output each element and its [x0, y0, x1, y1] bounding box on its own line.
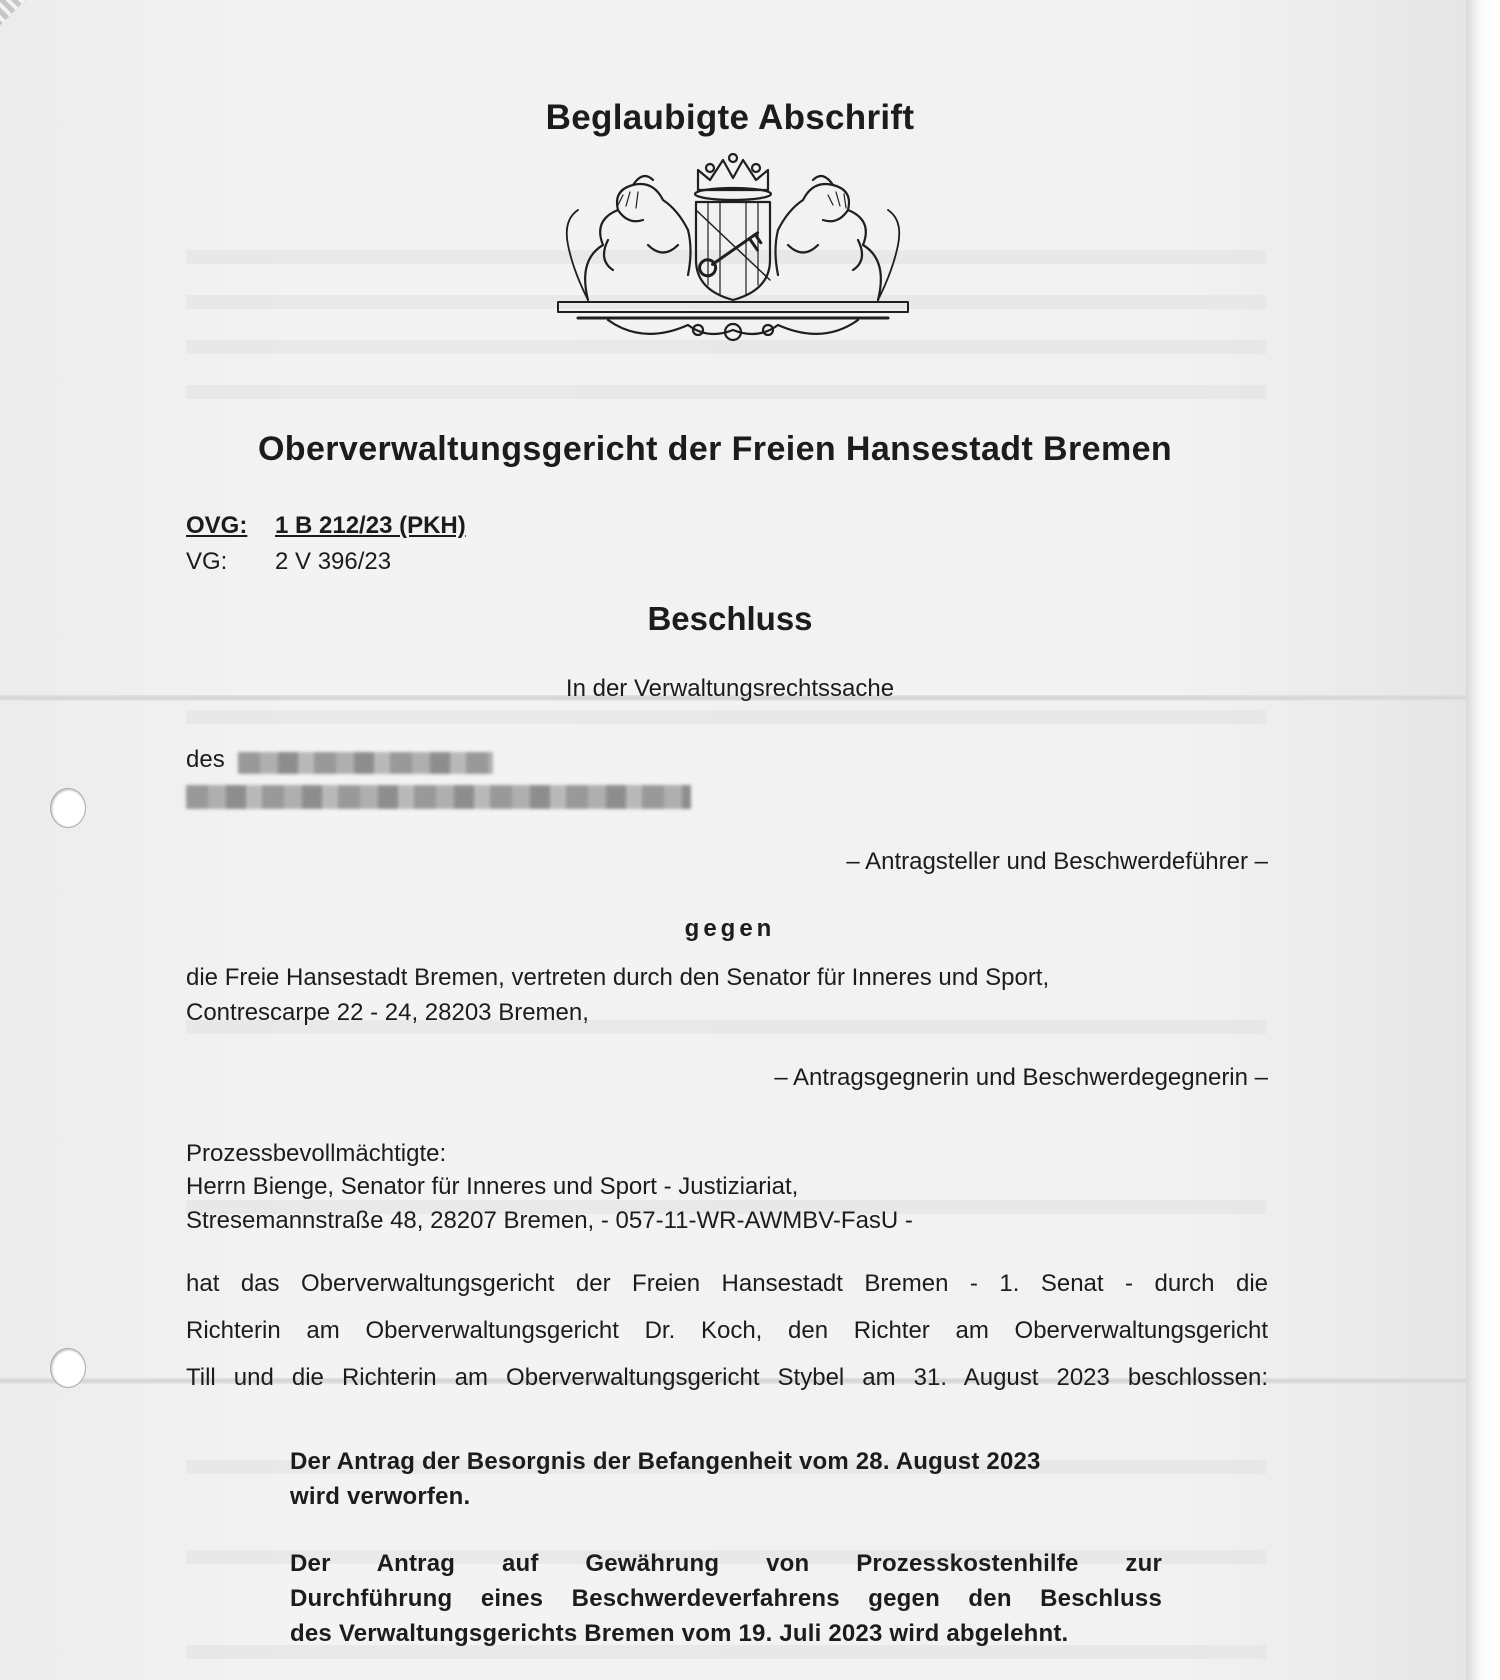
- redacted-applicant-name: [238, 752, 493, 774]
- respondent-line-1: die Freie Hansestadt Bremen, vertreten durch den Senator für Inneres und Sport,: [186, 964, 1050, 991]
- page-edge: [1466, 0, 1500, 1680]
- court-name: Oberverwaltungsgericht der Freien Hansestadt Bremen: [257, 430, 1173, 468]
- counsel-line-2: Stresemannstraße 48, 28207 Bremen, - 057-11-WR-AWMBV-FasU -: [186, 1207, 913, 1234]
- document-type-heading: Beschluss: [647, 600, 813, 637]
- tenor-2-line-1: Der Antrag auf Gewährung von Prozesskostenhilfe zur: [290, 1550, 1162, 1577]
- applicant-prefix: des: [186, 746, 225, 773]
- counsel-label: Prozessbevollmächtigte:: [186, 1140, 447, 1167]
- decision-intro-line-1: hat das Oberverwaltungsgericht der Freien Hansestadt Bremen - 1. Senat - durch die: [186, 1270, 1268, 1297]
- bleed-through-line: [186, 710, 1266, 724]
- bleed-through-line: [186, 385, 1266, 399]
- tenor-1-line-2: wird verworfen.: [290, 1483, 471, 1510]
- respondent-line-2: Contrescarpe 22 - 24, 28203 Bremen,: [186, 999, 589, 1026]
- respondent-role: – Antragsgegnerin und Beschwerdegegnerin –: [774, 1064, 1268, 1091]
- counsel-line-1: Herrn Bienge, Senator für Inneres und Sport - Justiziariat,: [186, 1173, 799, 1200]
- vg-case-number: 2 V 396/23: [275, 548, 392, 575]
- ovg-case-number: 1 B 212/23 (PKH): [275, 512, 466, 539]
- bremen-coat-of-arms-icon: [548, 150, 918, 345]
- tenor-2-line-2: Durchführung eines Beschwerdeverfahrens gegen den Beschluss: [290, 1585, 1162, 1612]
- punch-hole: [50, 1348, 86, 1388]
- decision-intro-line-3: Till und die Richterin am Oberverwaltungsgericht Stybel am 31. August 2023 beschlossen:: [186, 1364, 1268, 1391]
- applicant-role: – Antragsteller und Beschwerdeführer –: [846, 848, 1268, 875]
- case-intro: In der Verwaltungsrechtssache: [565, 675, 895, 702]
- vg-case-label: VG:: [186, 548, 228, 575]
- versus-label: gegen: [684, 915, 776, 942]
- tenor-2-line-3: des Verwaltungsgerichts Bremen vom 19. Juli 2023 wird abgelehnt.: [290, 1620, 1069, 1647]
- redacted-applicant-address: [186, 785, 691, 809]
- punch-hole: [50, 788, 86, 828]
- decision-intro-line-2: Richterin am Oberverwaltungsgericht Dr. Koch, den Richter am Oberverwaltungsgericht: [186, 1317, 1268, 1344]
- certified-copy-heading: Beglaubigte Abschrift: [545, 98, 915, 137]
- tenor-1-line-1: Der Antrag der Besorgnis der Befangenheit vom 28. August 2023: [290, 1448, 1041, 1475]
- ovg-case-label: OVG:: [186, 512, 248, 539]
